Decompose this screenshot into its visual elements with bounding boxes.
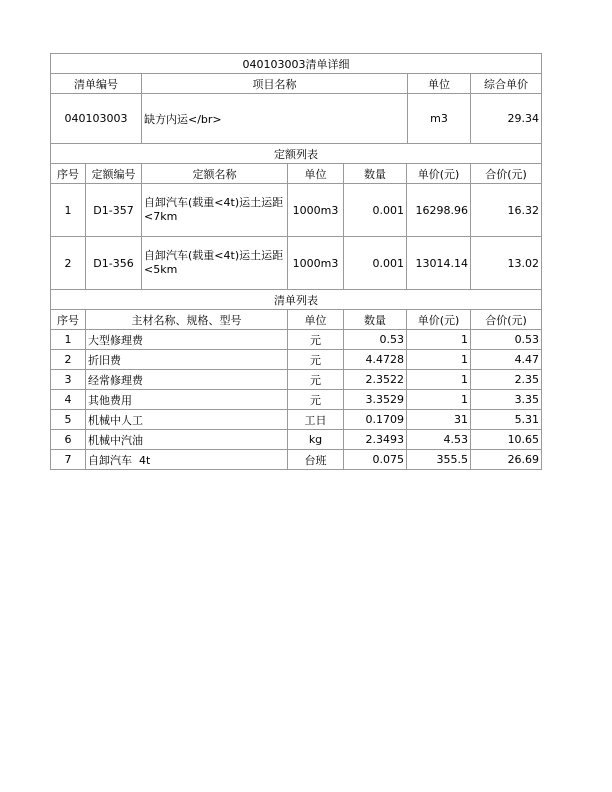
list-price: 31	[407, 410, 471, 430]
list-total: 3.35	[471, 390, 542, 410]
list-qty: 0.1709	[344, 410, 407, 430]
list-total: 4.47	[471, 350, 542, 370]
summary-name: 缺方内运</br>	[142, 94, 408, 144]
list-no: 6	[51, 430, 86, 450]
list-qty: 4.4728	[344, 350, 407, 370]
list-unit: 台班	[288, 450, 344, 470]
quota-header-code: 定额编号	[86, 164, 142, 184]
list-price: 1	[407, 370, 471, 390]
quota-no: 2	[51, 237, 86, 290]
list-unit: 工日	[288, 410, 344, 430]
quota-header-total: 合价(元)	[471, 164, 542, 184]
summary-table	[50, 53, 542, 144]
quota-unit: 1000m3	[288, 184, 344, 237]
quota-total: 16.32	[471, 184, 542, 237]
list-price: 1	[407, 330, 471, 350]
list-header-name: 主材名称、规格、型号	[86, 310, 288, 330]
material-table	[50, 289, 542, 470]
list-no: 1	[51, 330, 86, 350]
list-qty: 2.3522	[344, 370, 407, 390]
table-row	[51, 350, 542, 370]
table-row	[51, 370, 542, 390]
list-unit: 元	[288, 350, 344, 370]
list-price: 1	[407, 390, 471, 410]
list-header-unit: 单位	[288, 310, 344, 330]
list-header-qty: 数量	[344, 310, 407, 330]
list-unit: 元	[288, 330, 344, 350]
list-total: 26.69	[471, 450, 542, 470]
table-row	[51, 410, 542, 430]
list-total: 10.65	[471, 430, 542, 450]
list-price: 4.53	[407, 430, 471, 450]
quota-unit: 1000m3	[288, 237, 344, 290]
quota-name: 自卸汽车(载重<4t)运土运距<7km	[142, 184, 288, 237]
list-total: 2.35	[471, 370, 542, 390]
list-total: 0.53	[471, 330, 542, 350]
list-name: 机械中人工	[86, 410, 288, 430]
list-header-no: 序号	[51, 310, 86, 330]
list-no: 3	[51, 370, 86, 390]
quota-code: D1-356	[86, 237, 142, 290]
list-name: 其他费用	[86, 390, 288, 410]
list-qty: 0.53	[344, 330, 407, 350]
table-row	[51, 390, 542, 410]
list-name: 大型修理费	[86, 330, 288, 350]
list-name: 自卸汽车 4t	[86, 450, 288, 470]
list-unit: 元	[288, 390, 344, 410]
list-price: 355.5	[407, 450, 471, 470]
quota-header-name: 定额名称	[142, 164, 288, 184]
list-total: 5.31	[471, 410, 542, 430]
header-unit: 单位	[408, 74, 471, 94]
quota-table	[50, 143, 542, 290]
quota-no: 1	[51, 184, 86, 237]
header-name: 项目名称	[142, 74, 408, 94]
list-name: 经常修理费	[86, 370, 288, 390]
quota-price: 13014.14	[407, 237, 471, 290]
list-header-total: 合价(元)	[471, 310, 542, 330]
table-row	[51, 450, 542, 470]
quota-header-unit: 单位	[288, 164, 344, 184]
quota-header-qty: 数量	[344, 164, 407, 184]
header-price: 综合单价	[471, 74, 542, 94]
list-qty: 0.075	[344, 450, 407, 470]
summary-unit: m3	[408, 94, 471, 144]
quota-header-no: 序号	[51, 164, 86, 184]
quota-price: 16298.96	[407, 184, 471, 237]
list-qty: 2.3493	[344, 430, 407, 450]
list-name: 折旧费	[86, 350, 288, 370]
quota-total: 13.02	[471, 237, 542, 290]
quota-qty: 0.001	[344, 237, 407, 290]
table-row	[51, 430, 542, 450]
list-no: 5	[51, 410, 86, 430]
quota-code: D1-357	[86, 184, 142, 237]
list-header-price: 单价(元)	[407, 310, 471, 330]
list-unit: 元	[288, 370, 344, 390]
list-price: 1	[407, 350, 471, 370]
header-code: 清单编号	[51, 74, 142, 94]
list-no: 4	[51, 390, 86, 410]
quota-header-price: 单价(元)	[407, 164, 471, 184]
quota-qty: 0.001	[344, 184, 407, 237]
summary-code: 040103003	[51, 94, 142, 144]
summary-price: 29.34	[471, 94, 542, 144]
table-row	[51, 237, 542, 290]
list-no: 7	[51, 450, 86, 470]
table-row	[51, 184, 542, 237]
list-no: 2	[51, 350, 86, 370]
list-unit: kg	[288, 430, 344, 450]
quota-section-title: 定额列表	[51, 144, 542, 164]
list-section-title: 清单列表	[51, 290, 542, 310]
list-name: 机械中汽油	[86, 430, 288, 450]
page-title: 040103003清单详细	[51, 54, 542, 74]
quota-name: 自卸汽车(载重<4t)运土运距<5km	[142, 237, 288, 290]
list-qty: 3.3529	[344, 390, 407, 410]
table-row	[51, 330, 542, 350]
